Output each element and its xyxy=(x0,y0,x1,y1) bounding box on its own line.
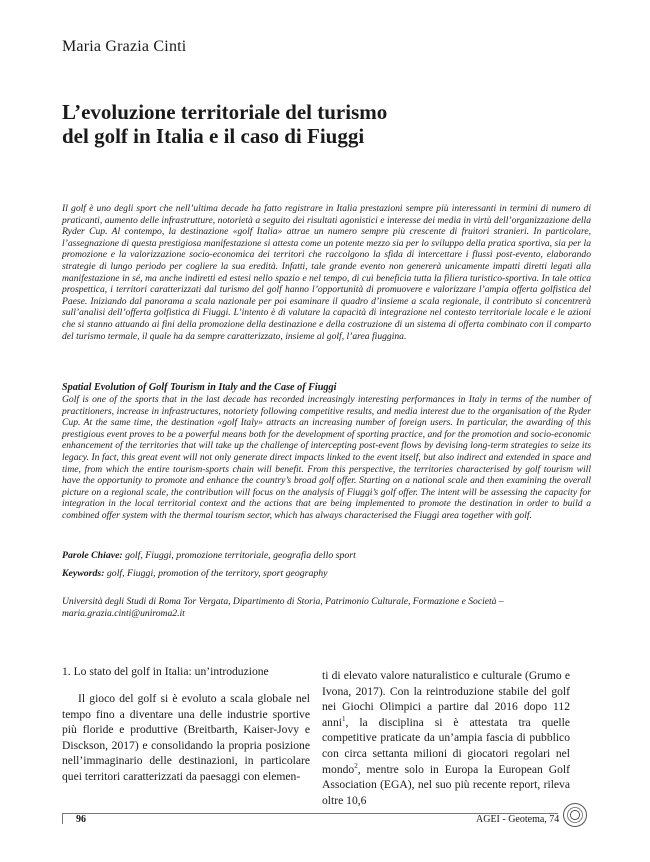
affiliation xyxy=(62,596,591,619)
section-heading: 1. Lo stato del golf in Italia: un’introduzione xyxy=(62,665,269,678)
page-number: 96 xyxy=(76,814,86,825)
body-column-right xyxy=(322,668,570,808)
keywords-english-label: Keywords: xyxy=(62,568,105,579)
footnote-ref-2[interactable]: 2 xyxy=(354,761,358,770)
body-paragraph-left: Il gioco del golf si è evoluto a scala globale nel tempo fino a diventare una delle industrie sportive più floride e produttive (Breitbarth, Kaiser-Jovy e Disckson, 2017) e consolidando la propria posizione nell’immaginario delle destinazioni, in particolare quei territori caratterizzati da paesaggi con elemen- xyxy=(62,692,310,783)
affiliation-email[interactable]: maria.grazia.cinti@uniroma2.it xyxy=(62,607,185,619)
article-title xyxy=(62,100,602,148)
keywords-italian-text: golf, Fiuggi, promozione territoriale, geografia dello sport xyxy=(122,550,356,561)
abstract-italian: Il golf è uno degli sport che nell’ultima decade ha fatto registrare in Italia prestazioni sempre più interessanti in termini di numero di praticanti, aumento delle infrastrutture, notorietà a seguito dei risultati agonistici e interesse dei media in virtù dell’organizzazione della Ryder Cup. Al contempo, la destinazione «golf Italia» attrae un numero sempre più crescente di fruitori stranieri. In particolare, l’assegnazione di questa prestigiosa manifestazione si attesta come un potente mezzo sia per lo sviluppo della pratica sportiva, sia per la promozione e la valorizzazione socio-economica dei territori che raccolgono la sfida di intercettare i flussi post-evento, elaborando strategie di lungo periodo per cogliere la sua eredità. Infatti, tale grande evento non genererà unicamente impatti diretti legati alla manifestazione in sé, ma anche indiretti ed estesi nello spazio e nel tempo, di cui beneficia tutta la filiera turistico-sportiva. In tale ottica prospettica, i territori caratterizzati dal turismo del golf hanno l’opportunità di promuovere e valorizzare l’ampia offerta golfistica del Paese. Iniziando dal panorama a scala nazionale per poi esaminare il quadro d’insieme a scala regionale, il contributo si concentrerà sull’analisi dell’offerta golfistica di Fiuggi. L’intento è di valutare la capacità di integrazione nel contesto territoriale locale e le azioni che si stanno attuando ai fini della promozione della destinazione e della costruzione di un sistema di offerta combinato con il comparto del turismo termale, il quale ha da sempre caratterizzato, insieme al golf, l’area fiuggina. xyxy=(62,203,591,342)
author-name: Maria Grazia Cinti xyxy=(62,38,187,55)
keywords-italian xyxy=(62,550,356,561)
keywords-english xyxy=(62,568,328,579)
footer-corner xyxy=(62,814,75,824)
keywords-english-text: golf, Fiuggi, promotion of the territory, sport geography xyxy=(104,568,328,579)
english-abstract-title: Spatial Evolution of Golf Tourism in Italy and the Case of Fiuggi xyxy=(62,382,337,393)
abstract-english: Golf is one of the sports that in the last decade has recorded increasingly interesting performances in Italy in terms of the number of practitioners, increase in infrastructures, notoriety following competitive results, and media interest due to the organisation of the Ryder Cup. At the same time, the destination «golf Italy» attracts an increasing number of foreign users. In particular, the awarding of this prestigious event proves to be a powerful means both for the development of sporting practice, and for the promotion and socio-economic enhancement of the territories that will take up the challenge of intercepting post-event flows by devising long-term strategies to seize its legacy. In fact, this great event will not only generate direct impacts linked to the event itself, but also indirect and extended in space and time, from which the entire tourism-sports chain will benefit. From this perspective, the territories characterised by golf tourism will have the opportunity to promote and enhance the country’s broad golf offer. Starting on a national scale and then examining the overall picture on a regional scale, the contribution will focus on the analysis of Fiuggi’s golf offer. The intent will be assessing the capacity for integration in the local territorial context and the actions that are being implemented to promote the destination in order to build a combined offer system with the thermal tourism sector, which has always characterised the Fiuggi area together with golf. xyxy=(62,394,591,521)
title-line-1: L’evoluzione territoriale del turismo xyxy=(62,100,388,124)
body-text-part-2: , la disciplina si è attestata tra quelle competitive praticate da un’ampia fascia di pubblico con circa settanta milioni di giocatori regolari nel mondo xyxy=(322,715,570,776)
body-paragraph-right xyxy=(322,668,570,808)
affiliation-institution: Università degli Studi di Roma Tor Vergata, Dipartimento di Storia, Patrimonio Culturale, Formazione e Società – xyxy=(62,596,504,607)
journal-name: AGEI - Geotema, 74 xyxy=(476,814,560,825)
body-text-part-1: ti di elevato valore naturalistico e culturale (Grumo e Ivona, 2017). Con la reintroduzione stabile del golf nei Giochi Olimpici a partire dal 2016 dopo 112 anni xyxy=(322,669,570,729)
body-column-left xyxy=(62,664,310,785)
journal-logo-icon xyxy=(563,803,587,827)
footnote-ref-1[interactable]: 1 xyxy=(341,714,346,723)
keywords-italian-label: Parole Chiave: xyxy=(62,550,123,561)
body-text-part-3: , mentre solo in Europa la European Golf Association (EGA), nel suo più recente report, rileva oltre 10,6 xyxy=(322,762,570,807)
title-line-2: del golf in Italia e il caso di Fiuggi xyxy=(62,124,365,148)
